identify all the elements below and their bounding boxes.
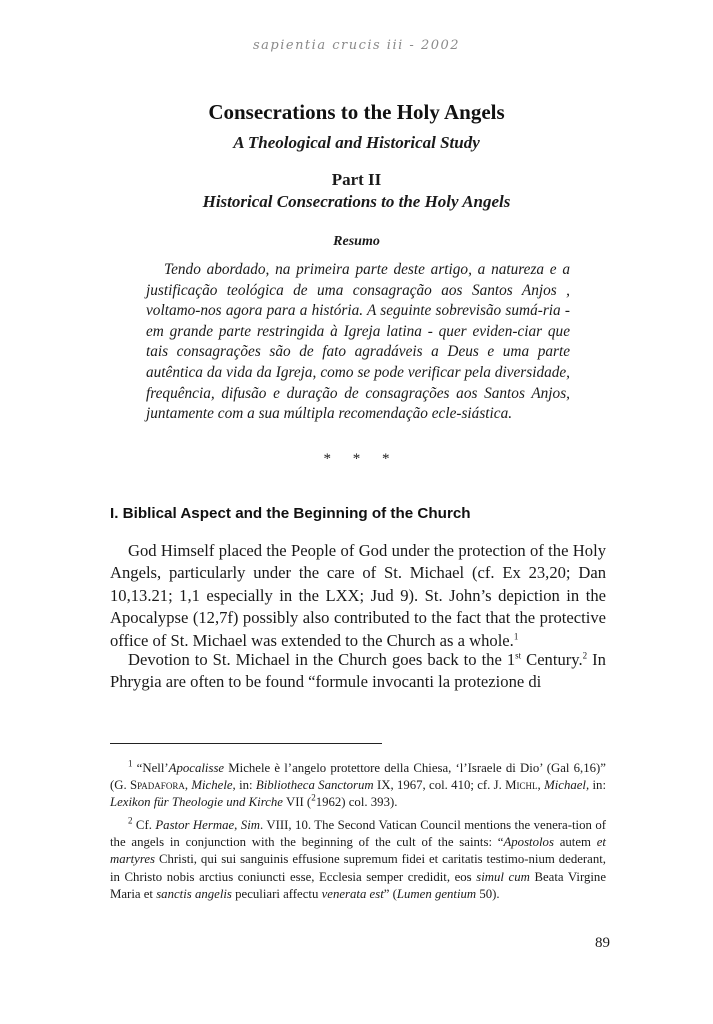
footnote-ref-1[interactable]: 1 [513, 631, 519, 642]
fn-edition: 2 [311, 793, 316, 804]
section-heading: I. Biblical Aspect and the Beginning of the Church [110, 505, 471, 522]
fn-italic: Michele, [191, 778, 236, 793]
fn-italic: Michael, [544, 778, 590, 793]
page-number: 89 [595, 935, 610, 951]
fn-italic: Lumen gentium [396, 886, 477, 901]
ordinal-suffix: st [515, 650, 522, 661]
footnote-1 [110, 760, 606, 812]
body-paragraph-2 [110, 649, 606, 694]
fn-italic: sanctis angelis [156, 886, 232, 901]
fn-italic: et martyres [110, 835, 606, 867]
fn-text: Beata Virgine Maria et [110, 869, 607, 901]
footnote-marker: 2 [128, 815, 133, 826]
fn-text: Cf. [132, 818, 156, 832]
article-title: Consecrations to the Holy Angels [208, 100, 505, 124]
section-separator: * * * [323, 451, 390, 467]
resumo-abstract: Tendo abordado, na primeira parte deste artigo, a natureza e a justificação teológica de uma consagração aos Santos Anjos , voltamo-nos agora para a história. A seguinte sobrevisão sumá-ria - em grande parte restringida à Igreja latina - quer eviden-ciar que tais consagrações são de fato agradáveis a Deus e uma parte autêntica da vida da Igreja, como se pode verificar pela diversidade, frequência, difusão e duração de consagrações aos Santos Anjos, juntamente com a sua múltipla recomendação ecle-siástica. [146, 261, 570, 423]
fn-text: , [184, 778, 192, 793]
fn-text: “Nell’ [132, 761, 169, 775]
body-paragraph-1 [110, 540, 606, 652]
fn-text: in: [235, 778, 256, 793]
fn-text: IX, 1967, col. 410; cf. J. [373, 778, 506, 793]
fn-italic: Apostolos [503, 835, 554, 850]
fn-text: VII ( [282, 795, 312, 810]
fn-text: . VIII, 10. The Second Vatican Council mentions the venera-tion of the angels in conjunction with the beginning of the cult of the saints: “ [110, 818, 606, 850]
part-label: Part II [331, 170, 382, 189]
fn-text: , [537, 778, 545, 793]
part-title: Historical Consecrations to the Holy Angels [202, 192, 511, 211]
footnote-2 [110, 817, 606, 903]
resumo-heading: Resumo [333, 234, 380, 249]
paragraph-text: Devotion to St. Michael in the Church goes back to the 1 [128, 650, 516, 669]
fn-author: Michl [505, 778, 538, 793]
article-subtitle: A Theological and Historical Study [233, 133, 480, 152]
fn-text: 1962) col. 393). [315, 795, 398, 810]
fn-text: peculiari affectu [231, 886, 322, 901]
fn-italic: Apocalisse [168, 761, 225, 775]
fn-text: autem [553, 835, 597, 850]
fn-italic: Pastor Hermae [155, 818, 235, 832]
footnote-ref-2[interactable]: 2 [582, 650, 588, 661]
fn-text: , [234, 818, 241, 832]
paragraph-text: Century. [521, 650, 583, 669]
footnote-rule [110, 743, 382, 744]
fn-italic: venerata est [321, 886, 384, 901]
paragraph-text: God Himself placed the People of God under the protection of the Holy Angels, particularly under the care of St. Michael (cf. Ex 23,20; Dan 10,13.21; 1,1 especially in the LXX; Jud 9). St. John’s depiction in the Apocalypse (12,7f) possibly also contributed to the fact that the protective office of St. Michael was extended to the Church as a whole. [110, 541, 606, 650]
fn-text: Michele è l’angelo protettore della Chiesa, ‘l’Israele di Dio’ (Gal 6,16)” (G. [110, 761, 606, 793]
fn-text: ” ( [383, 886, 397, 901]
fn-italic: simul cum [476, 869, 530, 884]
footnote-marker: 1 [128, 758, 133, 769]
fn-text: 50). [476, 886, 500, 901]
fn-italic: Sim [240, 818, 260, 832]
paragraph-text: In Phrygia are often to be found “formule invocanti la protezione di [110, 650, 606, 692]
fn-italic: Bibliotheca Sanctorum [255, 778, 374, 793]
fn-author: Spadafora [130, 778, 185, 793]
running-head: sapientia crucis iii - 2002 [252, 38, 461, 53]
fn-italic: Lexikon für Theologie und Kirche [110, 795, 283, 810]
fn-text: Christi, qui sui sanguinis effusione supremum fidei et caritatis testimo-nium dederant, in Christo nobis arctius coniuncti esse, Ecclesia semper credidit, eos [110, 852, 606, 884]
fn-text: in: [589, 778, 607, 793]
